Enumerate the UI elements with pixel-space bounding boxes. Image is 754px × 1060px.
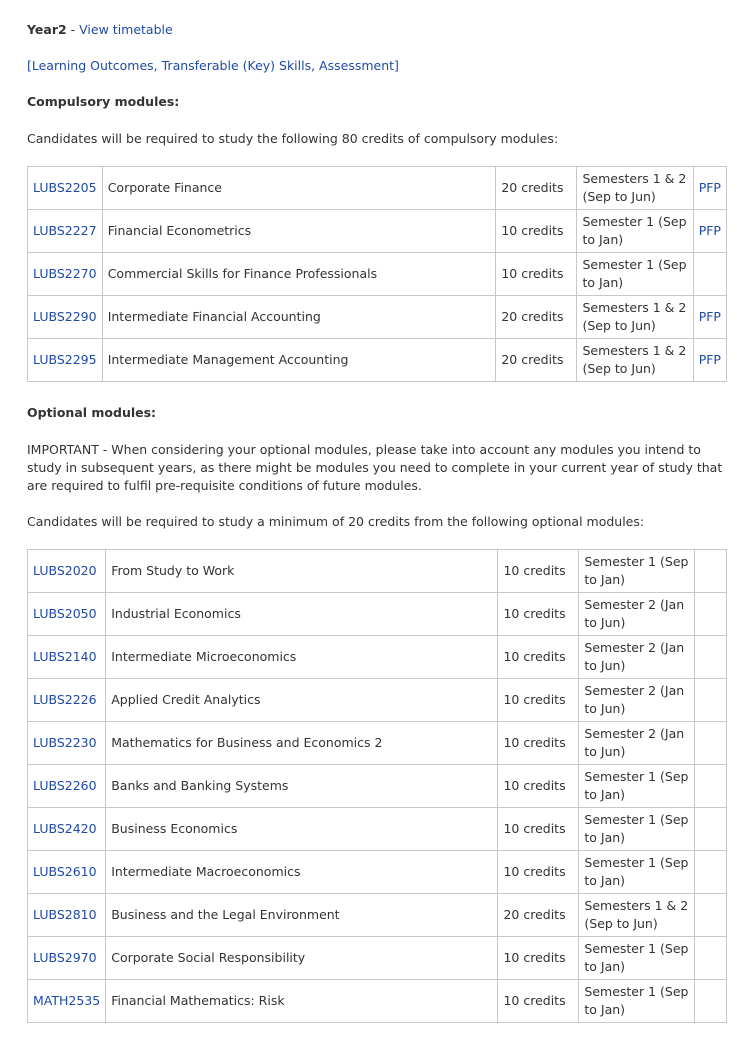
- module-title: Industrial Economics: [111, 606, 241, 621]
- module-semester-cell: [579, 808, 695, 851]
- module-pfp-link[interactable]: PFP: [698, 223, 721, 238]
- module-pfp-cell: [695, 937, 727, 980]
- module-title: Intermediate Management Accounting: [107, 352, 349, 367]
- module-title: Business and the Legal Environment: [111, 907, 340, 922]
- module-code-link[interactable]: LUBS2227: [33, 223, 97, 238]
- module-code-link[interactable]: LUBS2020: [33, 563, 97, 578]
- module-code-link[interactable]: LUBS2420: [33, 821, 97, 836]
- module-title-cell: [106, 980, 498, 1023]
- module-semester-cell: [579, 722, 695, 765]
- module-code-cell: [28, 636, 106, 679]
- module-title: Intermediate Microeconomics: [111, 649, 297, 664]
- compulsory-heading: Compulsory modules:: [27, 94, 180, 109]
- module-title: Financial Mathematics: Risk: [111, 993, 285, 1008]
- module-code-cell: [28, 851, 106, 894]
- module-title-cell: [102, 210, 496, 253]
- optional-heading: Optional modules:: [27, 405, 157, 420]
- optional-important-note: IMPORTANT - When considering your optional modules, please take into account any modules you intend to study in subsequent years, as there might be modules you need to complete in your current year of study that are required to fulfil pre-requisite conditions of future modules.: [27, 442, 723, 493]
- module-title-cell: [106, 765, 498, 808]
- module-semester: Semester 2 (Jan to Jun): [584, 597, 685, 630]
- year-separator: -: [66, 22, 80, 37]
- module-code-cell: [28, 550, 106, 593]
- module-semester-cell: [579, 894, 695, 937]
- module-semester: Semester 2 (Jan to Jun): [584, 640, 685, 673]
- module-semester-cell: [577, 167, 693, 210]
- module-semester-cell: [579, 679, 695, 722]
- module-row: [28, 679, 727, 722]
- module-title: Commercial Skills for Finance Professionals: [107, 266, 378, 281]
- module-semester: Semester 1 (Sep to Jan): [584, 941, 689, 974]
- module-semester: Semester 1 (Sep to Jan): [582, 214, 687, 247]
- module-code-cell: [28, 296, 103, 339]
- module-credits: 20 credits: [501, 309, 564, 324]
- module-code-cell: [28, 937, 106, 980]
- compulsory-modules-table: [27, 166, 727, 382]
- module-pfp-cell: [695, 894, 727, 937]
- module-semester-cell: [579, 593, 695, 636]
- module-row: [28, 167, 727, 210]
- module-code-cell: [28, 593, 106, 636]
- module-semester-cell: [577, 296, 693, 339]
- module-code-link[interactable]: LUBS2230: [33, 735, 97, 750]
- module-title-cell: [102, 339, 496, 382]
- module-title: Corporate Social Responsibility: [111, 950, 306, 965]
- module-row: [28, 894, 727, 937]
- module-title: Business Economics: [111, 821, 238, 836]
- module-code-cell: [28, 339, 103, 382]
- module-pfp-link[interactable]: PFP: [698, 180, 721, 195]
- module-pfp-cell: [695, 679, 727, 722]
- module-code-link[interactable]: LUBS2205: [33, 180, 97, 195]
- module-credits-cell: [498, 808, 579, 851]
- module-code-link[interactable]: LUBS2290: [33, 309, 97, 324]
- module-row: [28, 765, 727, 808]
- module-row: [28, 980, 727, 1023]
- module-title: From Study to Work: [111, 563, 235, 578]
- module-code-cell: [28, 253, 103, 296]
- module-row: [28, 339, 727, 382]
- module-credits: 10 credits: [501, 266, 564, 281]
- module-title-cell: [106, 851, 498, 894]
- module-title-cell: [106, 593, 498, 636]
- optional-modules-table: [27, 549, 727, 1023]
- year-header: [27, 22, 173, 37]
- optional-intro: Candidates will be required to study a minimum of 20 credits from the following optional modules:: [27, 514, 645, 529]
- year-label: Year2: [27, 22, 67, 37]
- module-pfp-cell: [695, 808, 727, 851]
- module-row: [28, 593, 727, 636]
- module-code-link[interactable]: LUBS2810: [33, 907, 97, 922]
- module-pfp-cell: [695, 550, 727, 593]
- module-semester-cell: [579, 980, 695, 1023]
- module-credits: 20 credits: [501, 180, 564, 195]
- module-semester: Semester 1 (Sep to Jan): [584, 812, 689, 845]
- module-credits: 10 credits: [503, 606, 566, 621]
- module-code-link[interactable]: LUBS2260: [33, 778, 97, 793]
- module-semester-cell: [577, 339, 693, 382]
- module-semester-cell: [579, 550, 695, 593]
- module-title-cell: [106, 894, 498, 937]
- module-semester-cell: [577, 210, 693, 253]
- module-credits-cell: [498, 593, 579, 636]
- module-row: [28, 550, 727, 593]
- module-title-cell: [102, 167, 496, 210]
- module-semester: Semester 2 (Jan to Jun): [584, 726, 685, 759]
- module-pfp-cell: [693, 210, 726, 253]
- module-row: [28, 296, 727, 339]
- module-credits: 10 credits: [501, 223, 564, 238]
- module-semester-cell: [579, 851, 695, 894]
- module-semester: Semester 1 (Sep to Jan): [584, 554, 689, 587]
- module-code-cell: [28, 722, 106, 765]
- module-credits-cell: [498, 851, 579, 894]
- module-credits: 10 credits: [503, 563, 566, 578]
- learning-outcomes-row: [27, 58, 399, 73]
- module-semester-cell: [579, 765, 695, 808]
- module-code-cell: [28, 980, 106, 1023]
- module-credits: 10 credits: [503, 649, 566, 664]
- module-credits: 10 credits: [503, 692, 566, 707]
- module-pfp-cell: [693, 167, 726, 210]
- module-pfp-cell: [693, 339, 726, 382]
- module-semester: Semester 1 (Sep to Jan): [582, 257, 687, 290]
- module-credits-cell: [498, 765, 579, 808]
- module-title-cell: [102, 296, 496, 339]
- module-title-cell: [102, 253, 496, 296]
- module-semester: Semester 1 (Sep to Jan): [584, 984, 689, 1017]
- module-row: [28, 722, 727, 765]
- module-code-link[interactable]: LUBS2970: [33, 950, 97, 965]
- module-title: Financial Econometrics: [107, 223, 252, 238]
- module-semester-cell: [577, 253, 693, 296]
- module-code-cell: [28, 167, 103, 210]
- module-credits: 20 credits: [503, 907, 566, 922]
- module-title: Mathematics for Business and Economics 2: [111, 735, 383, 750]
- module-semester: Semester 2 (Jan to Jun): [584, 683, 685, 716]
- module-code-link[interactable]: MATH2535: [33, 993, 101, 1008]
- module-title: Intermediate Macroeconomics: [111, 864, 301, 879]
- module-semester: Semesters 1 & 2 (Sep to Jun): [582, 343, 687, 376]
- module-credits: 10 credits: [503, 864, 566, 879]
- module-title: Applied Credit Analytics: [111, 692, 261, 707]
- module-title: Corporate Finance: [107, 180, 222, 195]
- module-pfp-cell: [695, 636, 727, 679]
- module-code-link[interactable]: LUBS2140: [33, 649, 97, 664]
- module-semester-cell: [579, 636, 695, 679]
- module-semester-cell: [579, 937, 695, 980]
- module-title: Intermediate Financial Accounting: [107, 309, 321, 324]
- module-pfp-cell: [695, 593, 727, 636]
- module-code-cell: [28, 210, 103, 253]
- module-semester: Semesters 1 & 2 (Sep to Jun): [582, 300, 687, 333]
- module-semester: Semester 1 (Sep to Jan): [584, 769, 689, 802]
- module-title-cell: [106, 679, 498, 722]
- module-pfp-cell: [693, 253, 726, 296]
- module-credits-cell: [498, 679, 579, 722]
- module-code-link[interactable]: LUBS2610: [33, 864, 97, 879]
- module-credits-cell: [496, 167, 577, 210]
- module-credits: 10 credits: [503, 821, 566, 836]
- module-credits-cell: [496, 339, 577, 382]
- module-title-cell: [106, 937, 498, 980]
- module-credits: 10 credits: [503, 778, 566, 793]
- module-code-cell: [28, 765, 106, 808]
- module-credits: 10 credits: [503, 950, 566, 965]
- module-code-link[interactable]: LUBS2050: [33, 606, 97, 621]
- module-pfp-link[interactable]: PFP: [698, 352, 721, 367]
- module-row: [28, 937, 727, 980]
- module-credits-cell: [498, 722, 579, 765]
- module-title-cell: [106, 636, 498, 679]
- module-code-link[interactable]: LUBS2226: [33, 692, 97, 707]
- module-credits-cell: [496, 210, 577, 253]
- module-semester: Semester 1 (Sep to Jan): [584, 855, 689, 888]
- module-pfp-cell: [695, 722, 727, 765]
- module-credits: 20 credits: [501, 352, 564, 367]
- learning-outcomes-link[interactable]: [Learning Outcomes, Transferable (Key) Skills, Assessment]: [27, 58, 399, 73]
- module-row: [28, 636, 727, 679]
- view-timetable-link[interactable]: View timetable: [79, 22, 173, 37]
- module-title-cell: [106, 722, 498, 765]
- module-row: [28, 210, 727, 253]
- module-credits-cell: [498, 636, 579, 679]
- module-semester: Semesters 1 & 2 (Sep to Jun): [582, 171, 687, 204]
- module-code-cell: [28, 679, 106, 722]
- module-credits-cell: [498, 550, 579, 593]
- module-pfp-cell: [695, 765, 727, 808]
- module-row: [28, 851, 727, 894]
- module-title: Banks and Banking Systems: [111, 778, 289, 793]
- module-credits-cell: [496, 253, 577, 296]
- module-pfp-cell: [695, 851, 727, 894]
- module-code-link[interactable]: LUBS2295: [33, 352, 97, 367]
- module-semester: Semesters 1 & 2 (Sep to Jun): [584, 898, 689, 931]
- module-row: [28, 253, 727, 296]
- module-credits-cell: [498, 937, 579, 980]
- module-code-cell: [28, 894, 106, 937]
- module-credits-cell: [498, 980, 579, 1023]
- module-code-cell: [28, 808, 106, 851]
- module-title-cell: [106, 550, 498, 593]
- module-credits-cell: [498, 894, 579, 937]
- module-credits: 10 credits: [503, 993, 566, 1008]
- module-title-cell: [106, 808, 498, 851]
- module-pfp-cell: [693, 296, 726, 339]
- module-credits-cell: [496, 296, 577, 339]
- module-code-link[interactable]: LUBS2270: [33, 266, 97, 281]
- compulsory-intro: Candidates will be required to study the following 80 credits of compulsory modules:: [27, 131, 559, 146]
- module-pfp-link[interactable]: PFP: [698, 309, 721, 324]
- module-credits: 10 credits: [503, 735, 566, 750]
- module-pfp-cell: [695, 980, 727, 1023]
- module-row: [28, 808, 727, 851]
